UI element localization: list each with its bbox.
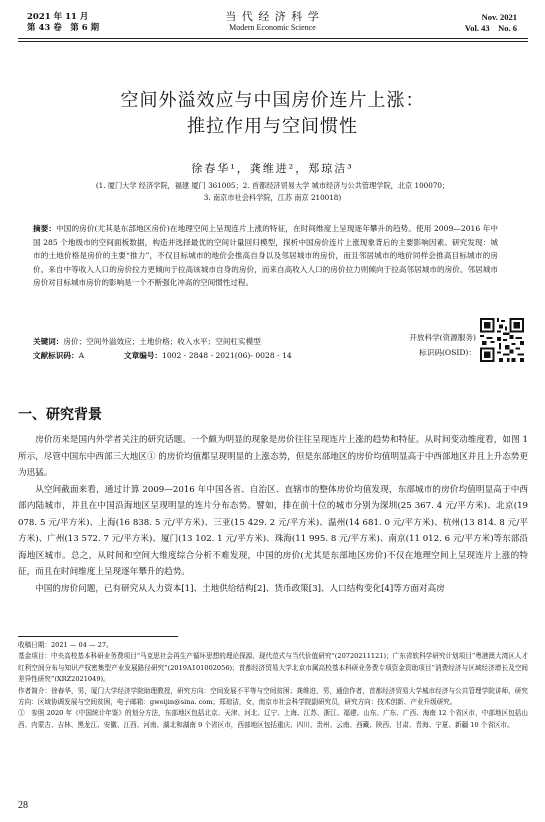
footnote-regions: ① 参照 2020 年《中国统计年鉴》的划分方法，东部地区包括北京、天津、河北、辽宁、上海、江苏、浙江、福建、山东、广东、广西、海南 12 个省区市，中部地区包括山西、内蒙古、吉林、黑龙江、安徽、江西、河南、湖北和湖南 9 个省区市，西部地区包括重庆、四川、贵州、云南、西藏、陕西、甘肃、青海、宁夏、新疆 10 个省区市。 bbox=[18, 709, 528, 729]
footnote-received: 收稿日期：2021 — 04 — 27。 bbox=[18, 641, 113, 649]
header-issue-right: Vol. 43 No. 6 bbox=[464, 23, 517, 33]
keywords-label: 关键词： bbox=[33, 337, 64, 346]
abstract bbox=[33, 222, 498, 290]
osid-label bbox=[404, 330, 476, 360]
article-id-label: 文章编号： bbox=[124, 351, 163, 360]
header-right bbox=[465, 12, 517, 34]
osid-line1: 开放科学(资源服务) bbox=[409, 333, 476, 342]
clc-code: A bbox=[78, 351, 85, 360]
article-title-line1: 空间外溢效应与中国房价连片上涨： bbox=[120, 90, 425, 111]
header-date: 2021 年 11 月 bbox=[27, 12, 89, 22]
affiliation-line: 3. 南京市社会科学院，江苏 南京 210018) bbox=[203, 193, 342, 202]
header-center bbox=[0, 10, 545, 33]
osid-line2: 标识码(OSID)： bbox=[419, 348, 476, 357]
abstract-label: 摘要： bbox=[33, 224, 57, 233]
section-heading: 一、研究背景 bbox=[18, 407, 102, 423]
keywords-text: 房价；空间外溢效应；土地价格；收入水平；空间杠实模型 bbox=[63, 337, 261, 346]
paragraph: 中国的房价问题，已有研究从人力资本[1]、土地供给结构[2]、货币政策[3]、人口结构变化[4]等方面对高房 bbox=[35, 583, 445, 594]
header-issue-left: 第 43 卷 第 6 期 bbox=[27, 23, 100, 33]
classification bbox=[33, 349, 413, 362]
page-number: 28 bbox=[18, 800, 28, 811]
affiliations bbox=[40, 180, 505, 204]
journal-name-cn: 当 代 经 济 科 学 bbox=[225, 10, 320, 23]
header-rule bbox=[18, 38, 528, 39]
footnote-authors: 作者简介：徐春华，男，厦门大学经济学院助理教授，研究方向：空间发展不平等与空间贫困；龚维进，男，通信作者，首都经济贸易大学城市经济与公共管理学院讲师，研究方向：区域协调发展与空间贫困，电子邮箱：gweijin@sina. com；郑琼洁，女，南京市社会科学院副研究员，研究方向：技术创新、产业升级研究。 bbox=[18, 686, 528, 707]
footnote-rule bbox=[18, 636, 178, 637]
author-list: 徐春华¹，龚维进²，郑琼洁³ bbox=[191, 162, 354, 175]
qr-code-icon[interactable] bbox=[480, 318, 524, 362]
keywords bbox=[33, 335, 413, 348]
footnotes bbox=[18, 640, 528, 731]
journal-name-en: Modern Economic Science bbox=[229, 23, 316, 32]
article-title-line2: 推拉作用与空间惯性 bbox=[187, 116, 358, 137]
paragraph: 从空间截面来看，通过计算 2009—2016 年中国各省、自治区、直辖市的整体房价均值发现，东部城市的房价均值明显高于中西部内陆城市，并且在中国沿海地区呈现明显的连片分布态势。譬如，排在前十位的城市分别为深圳(25 367. 4 元/平方米)、北京(19 078. 5 元/平方米)、上海(16 838. 5 元/平方米)、三亚(15 429. 2 元/平方米)、温州(14 681. 0 元/平方米)、杭州(13 814. 8 元/平方米)、广州(13 572. 7 元/平方米)、厦门(13 102. 1 元/平方米)、珠海(11 995. 8 元/平方米)、南京(11 012. 6 元/平方米)等东部沿海地区城市。总之，从时间和空间大维度综合分析不难发现，中国的房价(尤其是东部地区房价)不仅在地理空间上呈现连片上涨的特征，而且在时间维度上呈现逐年攀升的趋势。 bbox=[18, 484, 528, 577]
article-id: 1002 - 2848 - 2021(06)- 0028 - 14 bbox=[162, 351, 292, 360]
abstract-text: 中国的房价(尤其是东部地区房价)在地理空间上呈现连片上涨的特征，在时间维度上呈现逐年攀升的趋势。使用 2009—2016 年中国 285 个地级市的空间面板数据，构造并选择最优的空间计量回归模型，探析中国房价连片上涨现象背后的主要影响因素。研究发现：城市的土地价格是房价的主要“推力”，不仅目标城市的地价会推高自身以及邻居城市的房价，而且邻居城市的地价同样会推高目标城市的房价。来自中等收入人口的房价拉力更倾向于拉高该城市自身的房价，而来自高收入人口的房价拉力则倾向于拉高邻居城市的房价。邻居城市房价对目标城市房价的影响是一个不断强化冲高的空间惯性过程。 bbox=[33, 224, 498, 287]
header-rule-thin bbox=[18, 41, 528, 42]
affiliation-line: (1. 厦门大学 经济学院，福建 厦门 361005；2. 首都经济贸易大学 城市经济与公共管理学院，北京 100070； bbox=[95, 181, 450, 190]
clc-label: 文献标识码： bbox=[33, 351, 79, 360]
body-text bbox=[18, 432, 528, 597]
footnote-funding: 基金项目：中央高校基本科研业务费项目“马克思社会再生产循环思想的理论探源、现代范式与当代价值研究”(20720211121)；广东省软科学研究计划项目“粤港澳大湾区人才红利空间分布与知识产权密集型产业发展路径研究”(2019A101002056)；首都经济贸易大学北京市属高校基本科研业务费专项资金资助项目“消费经济与区域经济增长及空间差异性研究”(XRZ2021049)。 bbox=[18, 652, 528, 684]
header-date-en: Nov. 2021 bbox=[481, 12, 517, 22]
paragraph: 房价历来是国内外学者关注的研究话题。一个颇为明显的现象是房价往往呈现连片上涨的趋势和特征。从时间变动维度看，如图 1 所示，尽管中国东中西部三大地区① 的房价均值都呈现明显的上涨态势，但是东部地区的房价均值明显高于中西部地区并且上升态势更为迅猛。 bbox=[18, 435, 528, 478]
